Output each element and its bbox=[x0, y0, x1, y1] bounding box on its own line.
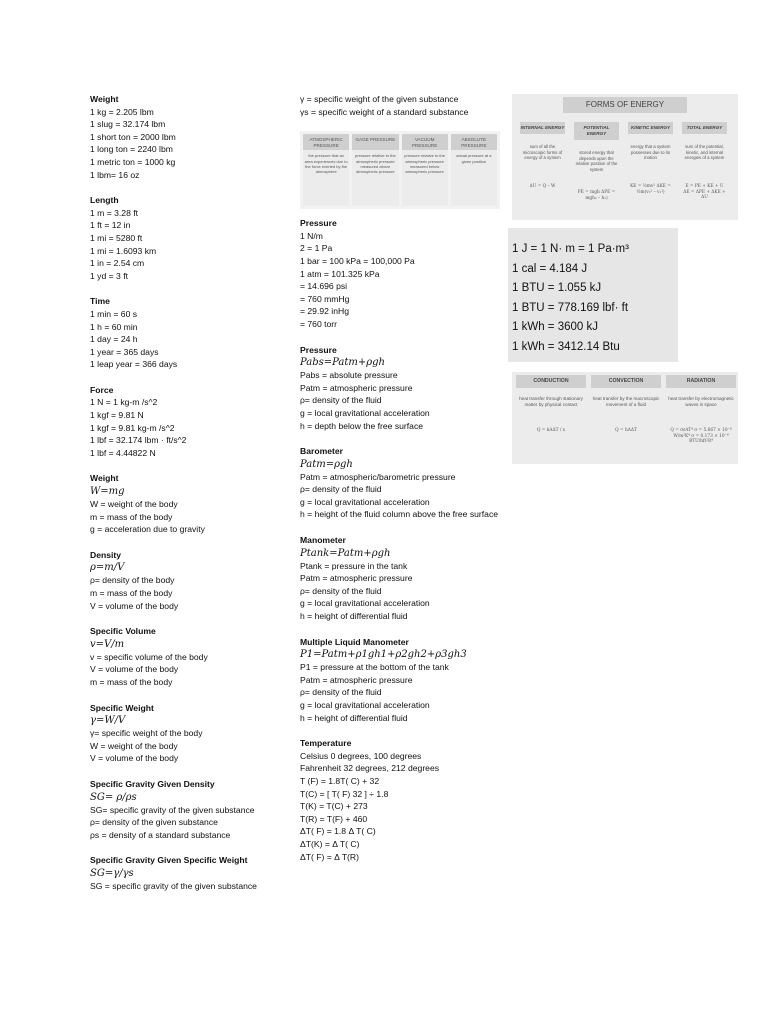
section bbox=[300, 534, 500, 623]
section-title: Barometer bbox=[300, 446, 343, 457]
text-line: h = height of the fluid column above the free surface bbox=[300, 509, 499, 520]
energy-description: sum of all the microscopic forms of energy of a system bbox=[522, 144, 563, 161]
unit-conversion-line: 1 cal = 4.184 J bbox=[512, 262, 588, 275]
text-line: W = weight of the body bbox=[90, 740, 178, 751]
text-line: 1 mi = 5280 ft bbox=[90, 232, 143, 243]
text-line: m = mass of the body bbox=[90, 511, 173, 522]
text-line: 1 kgf = 9.81 kg-m /s^2 bbox=[90, 422, 175, 433]
pressure-types-table bbox=[300, 131, 500, 209]
heat-transfer-description: heat transfer by the macroscopic movement of a fluid bbox=[592, 396, 660, 407]
text-line: 1 min = 60 s bbox=[90, 308, 138, 319]
text-line: 1 year = 365 days bbox=[90, 346, 159, 357]
energy-description: stored energy that depends upon the relative position of the system bbox=[575, 150, 618, 172]
text-line: g = acceleration due to gravity bbox=[90, 524, 205, 535]
formula: SG= ρ/ρs bbox=[90, 791, 137, 803]
heat-transfer-heading: CONDUCTION bbox=[516, 375, 586, 388]
text-line: V = volume of the body bbox=[90, 753, 179, 764]
energy-column bbox=[628, 122, 673, 195]
text-line: g = local gravitational acceleration bbox=[300, 407, 430, 418]
formula: P1=Patm+ρ1gh1+ρ2gh2+ρ3gh3 bbox=[300, 649, 467, 661]
heat-transfer-formula: Q = hAΔT bbox=[615, 428, 637, 433]
text-line: 2 = 1 Pa bbox=[300, 243, 333, 254]
energy-heading: TOTAL ENERGY bbox=[682, 122, 727, 134]
text-line: 1 lbm= 16 oz bbox=[90, 169, 140, 180]
section-title: Manometer bbox=[300, 535, 346, 546]
section-title: Multiple Liquid Manometer bbox=[300, 636, 409, 647]
pressure-type-description: the pressure that an area experiences due to the force exerted by the atmosphere bbox=[303, 150, 349, 206]
section-title: Force bbox=[90, 384, 114, 395]
text-line: 1 m = 3.28 ft bbox=[90, 207, 139, 218]
text-line: W = weight of the body bbox=[90, 499, 178, 510]
text-line: 1 bar = 100 kPa = 100,000 Pa bbox=[300, 255, 415, 266]
text-line: ρ= density of the given substance bbox=[90, 817, 218, 828]
section-title: Pressure bbox=[300, 218, 337, 229]
energy-description: sum of the potential, kinetic, and internal energies of a system bbox=[684, 144, 725, 161]
text-line: Patm = atmospheric pressure bbox=[300, 382, 413, 393]
text-line: Patm = atmospheric pressure bbox=[300, 674, 413, 685]
section-title: Specific Volume bbox=[90, 626, 156, 637]
unit-conversion-line: 1 kWh = 3600 kJ bbox=[512, 321, 598, 334]
formula: γ=W/V bbox=[90, 715, 126, 727]
energy-column bbox=[682, 122, 727, 201]
text-line: V = volume of the body bbox=[90, 600, 179, 611]
text-line: 1 short ton = 2000 lbm bbox=[90, 131, 176, 142]
section bbox=[90, 854, 280, 892]
text-line: ΔT( F) = Δ T(R) bbox=[300, 851, 359, 862]
section bbox=[90, 625, 280, 688]
section bbox=[90, 549, 280, 612]
text-line: m = mass of the body bbox=[90, 676, 173, 687]
formula: Patm=ρgh bbox=[300, 458, 353, 470]
formula: Pabs=Patm+ρgh bbox=[300, 357, 385, 369]
energy-heading: KINETIC ENERGY bbox=[628, 122, 673, 134]
text-line: γ= specific weight of the body bbox=[90, 728, 203, 739]
unit-conversion-line: 1 J = 1 N· m = 1 Pa·m³ bbox=[512, 243, 629, 255]
section bbox=[300, 445, 500, 521]
pressure-type-column bbox=[402, 134, 448, 206]
text-line: g = local gravitational acceleration bbox=[300, 496, 430, 507]
unit-conversion-line: 1 kWh = 3412.14 Btu bbox=[512, 340, 620, 353]
heat-transfer-column bbox=[666, 375, 736, 445]
pressure-type-description: pressure relative to the atmospheric pressure measured above atmospheric pressure bbox=[352, 150, 398, 206]
text-line: 1 N = 1 kg-m /s^2 bbox=[90, 397, 158, 408]
section bbox=[90, 778, 280, 841]
text-line: 1 in = 2.54 cm bbox=[90, 258, 145, 269]
text-line: = 760 mmHg bbox=[300, 293, 350, 304]
text-line: Patm = atmospheric/barometric pressure bbox=[300, 471, 456, 482]
energy-formula: PE = mgh ΔPE = mgh₂ – h₁) bbox=[577, 190, 616, 201]
energy-formula: E = PE + KE + U ΔE = ΔPE + ΔKE + ΔU bbox=[683, 184, 726, 201]
section-title: Weight bbox=[90, 94, 119, 104]
text-line: 1 lbf = 32.174 lbm · ft/s^2 bbox=[90, 435, 187, 446]
text-line: = 760 torr bbox=[300, 318, 338, 329]
pressure-type-column bbox=[303, 134, 349, 206]
text-line: 1 h = 60 min bbox=[90, 321, 138, 332]
section-title: Length bbox=[90, 195, 119, 206]
energy-heading: POTENTIAL ENERGY bbox=[574, 122, 619, 140]
energy-column bbox=[574, 122, 619, 201]
pressure-type-heading: GAGE PRESSURE bbox=[352, 134, 398, 150]
section-title: Time bbox=[90, 296, 110, 307]
pressure-type-column bbox=[352, 134, 398, 206]
text-line: ρ= density of the fluid bbox=[300, 484, 382, 495]
text-line: Celsius 0 degrees, 100 degrees bbox=[300, 750, 422, 761]
text-line: 1 ft = 12 in bbox=[90, 220, 131, 231]
text-line: T (F) = 1.8T( C) + 32 bbox=[300, 775, 380, 786]
unit-conversion-line: 1 BTU = 778.169 lbf· ft bbox=[512, 301, 629, 314]
energy-column bbox=[520, 122, 565, 190]
section bbox=[300, 217, 500, 330]
formula: Ptank=Patm+ρgh bbox=[300, 547, 391, 559]
heat-transfer-heading: CONVECTION bbox=[591, 375, 661, 388]
text-line: h = height of differential fluid bbox=[300, 712, 408, 723]
text-line: = 29.92 inHg bbox=[300, 306, 349, 317]
text-line: 1 atm = 101.325 kPa bbox=[300, 268, 380, 279]
section bbox=[90, 295, 280, 371]
text-line: T(K) = T(C) + 273 bbox=[300, 801, 368, 812]
heat-transfer-heading: RADIATION bbox=[666, 375, 736, 388]
section bbox=[90, 472, 280, 535]
text-line: h = height of differential fluid bbox=[300, 611, 408, 622]
formula: ρ=m/V bbox=[90, 562, 125, 574]
left-column bbox=[90, 93, 280, 906]
text-line: 1 yd = 3 ft bbox=[90, 270, 128, 281]
text-line: ρs = density of a standard substance bbox=[90, 829, 231, 840]
text-line: h = depth below the free surface bbox=[300, 420, 424, 431]
unit-conversion-line: 1 BTU = 1.055 kJ bbox=[512, 282, 602, 295]
text-line: 1 N/m bbox=[300, 230, 323, 241]
text-line: 1 mi = 1.6093 km bbox=[90, 245, 157, 256]
pressure-type-description: actual pressure at a given position bbox=[451, 150, 497, 206]
energy-formula: KE = ½mv² ΔKE = ½m(v₂² – v₁²) bbox=[630, 184, 671, 195]
text-line: v = specific volume of the body bbox=[90, 651, 208, 662]
section bbox=[90, 93, 280, 181]
text-line: ρ= density of the fluid bbox=[300, 687, 382, 698]
formula: v=V/m bbox=[90, 638, 125, 650]
heat-transfer-column bbox=[591, 375, 661, 434]
text-line: 1 day = 24 h bbox=[90, 334, 138, 345]
text-line: SG = specific gravity of the given substance bbox=[90, 880, 257, 891]
text-line: ρ= density of the fluid bbox=[300, 395, 382, 406]
text-line: Patm = atmospheric pressure bbox=[300, 573, 413, 584]
pressure-type-heading: ABSOLUTE PRESSURE bbox=[451, 134, 497, 150]
heat-transfer-description: heat transfer through stationary matter by physical contact bbox=[519, 396, 583, 407]
heat-transfer-formula: Q = σεAT⁴ σ = 5.667 × 10⁻⁸ W/m²K⁴ σ = 0.173 × 10⁻⁸ BTU/hft²R⁴ bbox=[670, 428, 732, 445]
text-line: Pabs = absolute pressure bbox=[300, 370, 398, 381]
text-line: 1 metric ton = 1000 kg bbox=[90, 156, 176, 167]
section-title: Specific Gravity Given Density bbox=[90, 778, 215, 789]
text-line: V = volume of the body bbox=[90, 664, 179, 675]
text-line: 1 long ton = 2240 lbm bbox=[90, 144, 173, 155]
text-line: γs = specific weight of a standard substance bbox=[300, 106, 469, 117]
text-line: 1 slug = 32.174 lbm bbox=[90, 119, 166, 130]
section bbox=[300, 344, 500, 433]
section bbox=[300, 636, 500, 725]
pressure-type-column bbox=[451, 134, 497, 206]
section-title: Specific Weight bbox=[90, 702, 154, 713]
section-title: Density bbox=[90, 549, 122, 560]
energy-formula: ΔU = Q – W bbox=[529, 184, 556, 189]
text-line: 1 kg = 2.205 lbm bbox=[90, 106, 154, 117]
energy-description: energy that a system possesses due to its motion bbox=[630, 144, 671, 161]
text-line: = 14.696 psi bbox=[300, 281, 348, 292]
forms-of-energy-figure bbox=[512, 94, 738, 220]
section-title: Pressure bbox=[300, 344, 337, 355]
text-line: T(R) = T(F) + 460 bbox=[300, 813, 368, 824]
pressure-type-heading: ATMOSPHERIC PRESSURE bbox=[303, 134, 349, 150]
text-line: ρ= density of the body bbox=[90, 575, 175, 586]
text-line: ΔT(K) = Δ T( C) bbox=[300, 838, 360, 849]
energy-heading: INTERNAL ENERGY bbox=[520, 122, 565, 134]
specific-gravity-continuation bbox=[300, 93, 500, 118]
section bbox=[90, 702, 280, 765]
section-title: Temperature bbox=[300, 738, 352, 749]
pressure-type-description: pressure relative to the atmospheric pressure measured below atmospheric pressure bbox=[402, 150, 448, 206]
section bbox=[300, 737, 500, 863]
section-title: Specific Gravity Given Specific Weight bbox=[90, 855, 248, 866]
section bbox=[90, 194, 280, 282]
text-line: m = mass of the body bbox=[90, 588, 173, 598]
heat-transfer-description: heat transfer by electromagnetic waves in space bbox=[668, 396, 734, 407]
middle-sections bbox=[300, 217, 500, 863]
text-line: 1 leap year = 366 days bbox=[90, 359, 178, 370]
text-line: SG= specific gravity of the given substance bbox=[90, 804, 255, 815]
text-line: Ptank = pressure in the tank bbox=[300, 560, 408, 571]
text-line: γ = specific weight of the given substance bbox=[300, 94, 459, 104]
text-line: g = local gravitational acceleration bbox=[300, 598, 430, 609]
text-line: Fahrenheit 32 degrees, 212 degrees bbox=[300, 763, 440, 774]
text-line: ΔT( F) = 1.8 Δ T( C) bbox=[300, 826, 376, 837]
middle-column bbox=[300, 93, 500, 876]
text-line: T(C) = [ T( F) 32 ] ÷ 1.8 bbox=[300, 788, 389, 799]
formula: SG=γ/γs bbox=[90, 867, 134, 879]
heat-transfer-formula: Q = kAΔT / x bbox=[536, 428, 566, 433]
heat-transfer-figure bbox=[512, 372, 738, 464]
text-line: g = local gravitational acceleration bbox=[300, 700, 430, 710]
heat-transfer-column bbox=[516, 375, 586, 434]
text-line: P1 = pressure at the bottom of the tank bbox=[300, 662, 449, 673]
text-line: 1 lbf = 4.44822 N bbox=[90, 447, 156, 458]
forms-of-energy-title: FORMS OF ENERGY bbox=[563, 97, 687, 113]
section-title: Weight bbox=[90, 473, 119, 484]
text-line: 1 kgf = 9.81 N bbox=[90, 410, 144, 421]
formula: W=mg bbox=[90, 486, 125, 498]
text-line: ρ= density of the fluid bbox=[300, 585, 382, 596]
pressure-type-heading: VACUUM PRESSURE bbox=[402, 134, 448, 150]
energy-unit-conversions bbox=[508, 228, 678, 362]
section bbox=[90, 384, 280, 460]
